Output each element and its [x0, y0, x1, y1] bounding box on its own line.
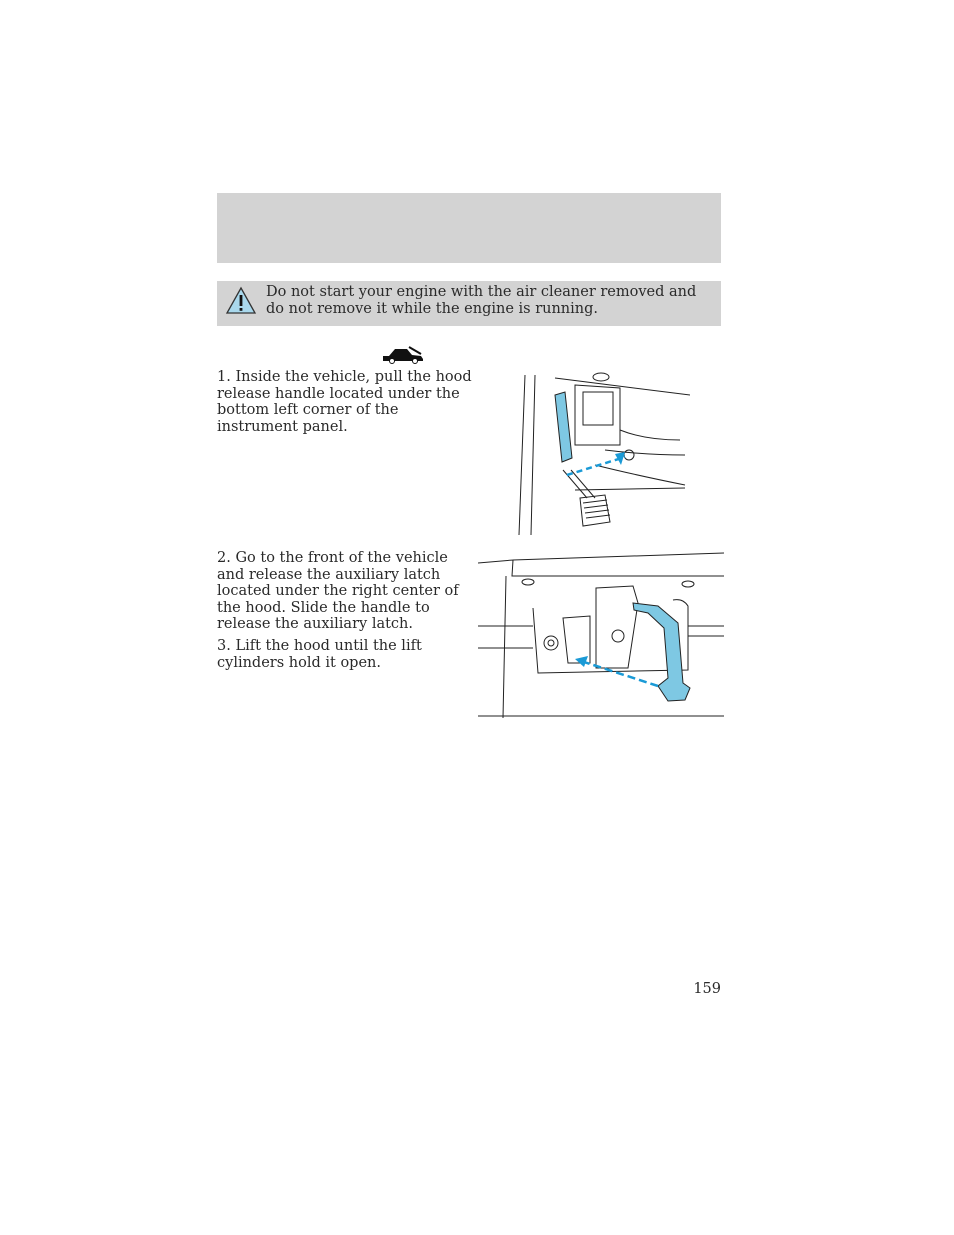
step-3-text: 3. Lift the hood until the lift cylinders hold it open. — [217, 638, 422, 671]
header-band — [217, 193, 721, 263]
auxiliary-latch-illustration — [478, 548, 724, 720]
hood-car-icon — [381, 344, 425, 364]
warning-box — [217, 281, 721, 326]
hood-release-handle-illustration — [515, 370, 690, 538]
step-1-text: 1. Inside the vehicle, pull the hood release handle located under the bottom left corner of the instrument panel. — [217, 369, 472, 435]
warning-text: Do not start your engine with the air cleaner removed and do not remove it while the engine is running. — [266, 284, 697, 317]
step-2-text: 2. Go to the front of the vehicle and release the auxiliary latch located under the right center of the hood. Slide the handle to release the auxiliary latch. — [217, 550, 459, 632]
page-number: 159 — [693, 981, 721, 997]
warning-triangle-icon — [225, 286, 257, 316]
